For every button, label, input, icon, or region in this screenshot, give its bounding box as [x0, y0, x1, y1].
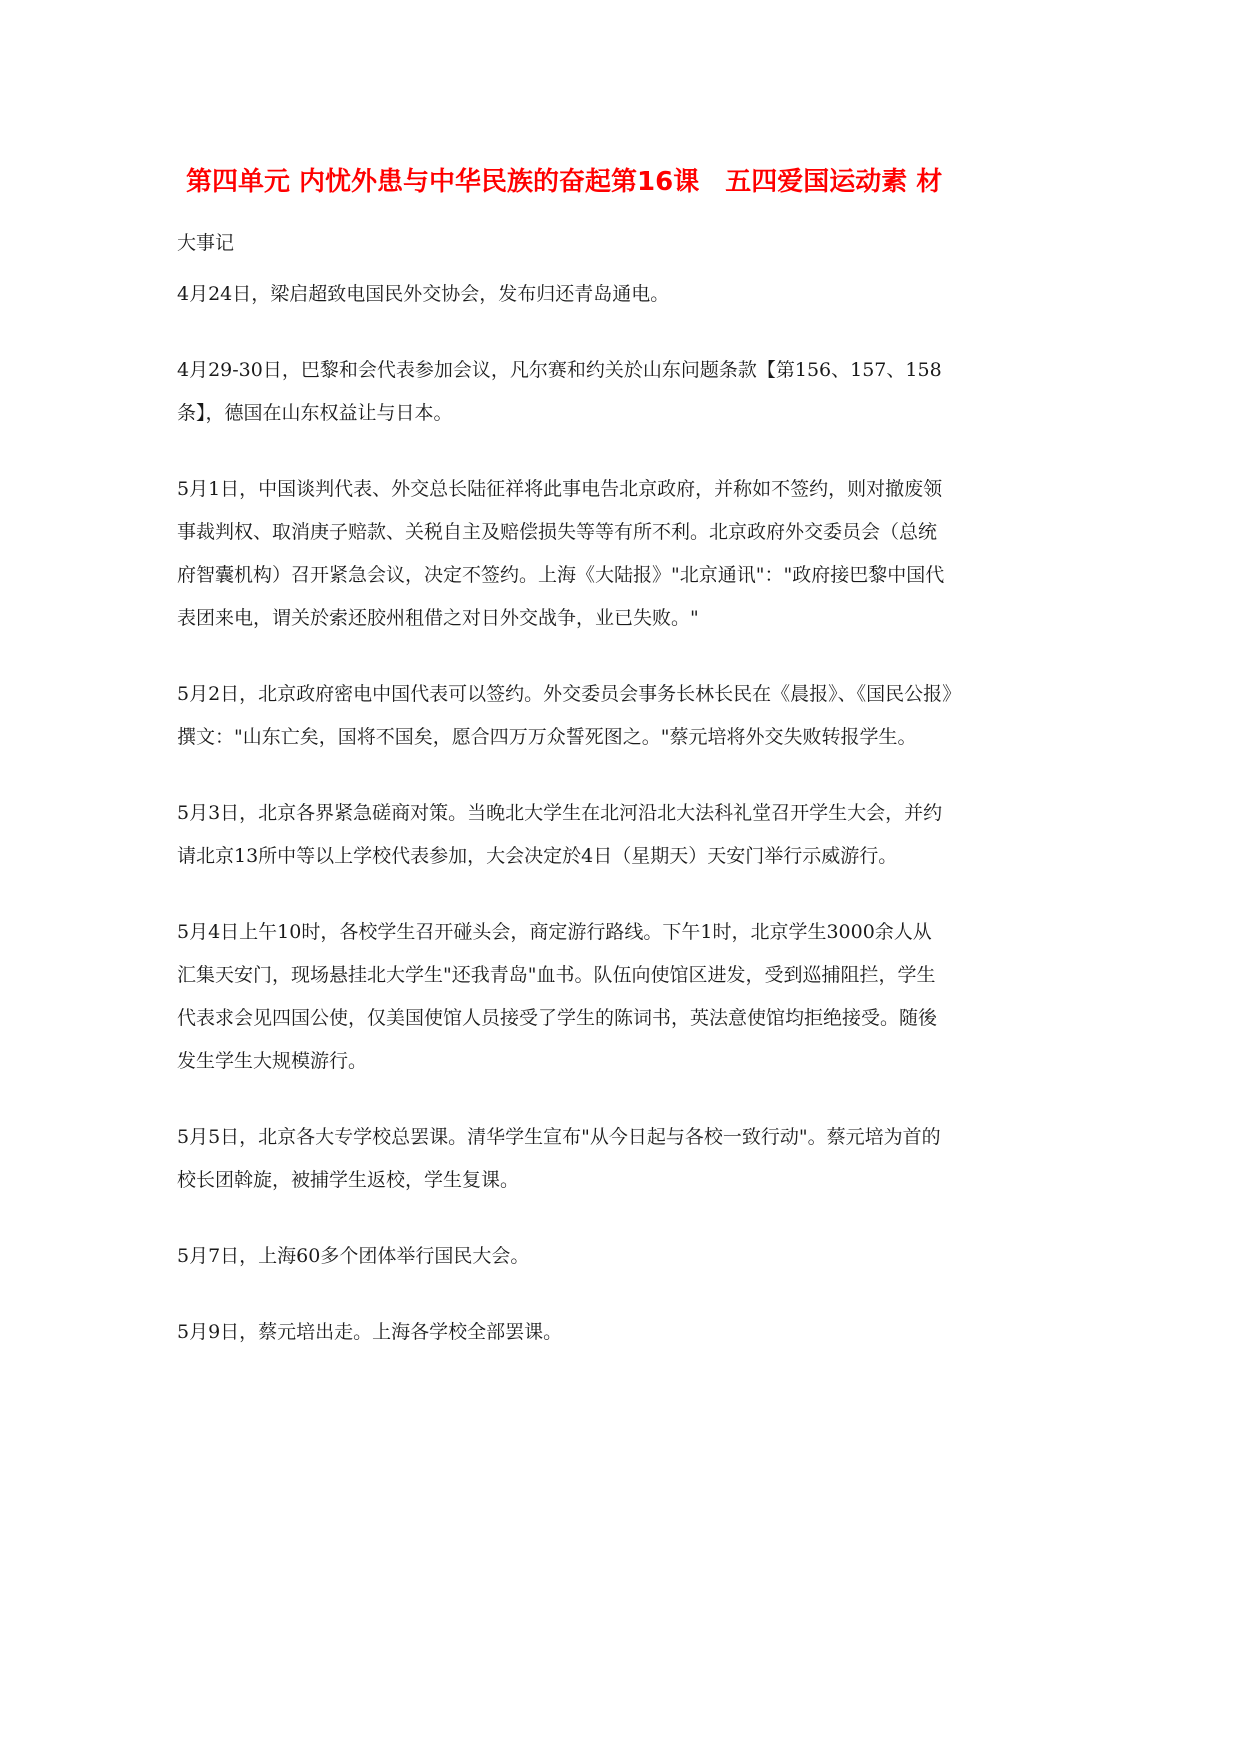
- event-paragraph: [177, 349, 1073, 435]
- event-paragraph: [177, 1311, 1073, 1354]
- paragraph-line: 撰文："山东亡矣，国将不国矣，愿合四万万众誓死图之。"蔡元培将外交失败转报学生。: [177, 726, 917, 748]
- event-paragraph: [177, 1235, 1073, 1278]
- event-paragraph: [177, 273, 1073, 316]
- paragraph-line: 发生学生大规模游行。: [177, 1050, 368, 1072]
- paragraph-line: 条】，德国在山东权益让与日本。: [177, 402, 453, 424]
- event-list: [177, 273, 1073, 1354]
- document-body: [177, 222, 1073, 1387]
- paragraph-line: 4月24日，梁启超致电国民外交协会，发布归还青岛通电。: [177, 283, 670, 305]
- paragraph-line: 5月1日，中国谈判代表、外交总长陆征祥将此事电告北京政府，并称如不签约，则对撤废领: [177, 478, 943, 500]
- paragraph-line: 5月9日，蔡元培出走。上海各学校全部罢课。: [177, 1321, 563, 1343]
- paragraph-line: 4月29-30日，巴黎和会代表参加会议，凡尔赛和约关於山东问题条款【第156、157、158: [177, 359, 942, 381]
- event-paragraph: [177, 673, 1073, 759]
- event-paragraph: [177, 1116, 1073, 1202]
- paragraph-line: 府智囊机构）召开紧急会议，决定不签约。上海《大陆报》"北京通讯"："政府接巴黎中国代: [177, 564, 945, 586]
- event-paragraph: [177, 792, 1073, 878]
- paragraph-line: 事裁判权、取消庚子赔款、关税自主及赔偿损失等等有所不利。北京政府外交委员会（总统: [177, 521, 938, 543]
- paragraph-line: 汇集天安门，现场悬挂北大学生"还我青岛"血书。队伍向使馆区进发，受到巡捕阻拦，学生: [177, 964, 936, 986]
- paragraph-line: 表团来电，谓关於索还胶州租借之对日外交战争，业已失败。": [177, 607, 699, 629]
- paragraph-line: 请北京13所中等以上学校代表参加，大会决定於4日（星期天）天安门举行示威游行。: [177, 845, 898, 867]
- paragraph-line: 5月3日，北京各界紧急磋商对策。当晚北大学生在北河沿北大法科礼堂召开学生大会，并约: [177, 802, 943, 824]
- event-paragraph: [177, 468, 1073, 640]
- paragraph-line: 5月5日，北京各大专学校总罢课。清华学生宣布"从今日起与各校一致行动"。蔡元培为首的: [177, 1126, 941, 1148]
- event-paragraph: [177, 911, 1073, 1083]
- paragraph-line: 5月7日，上海60多个团体举行国民大会。: [177, 1245, 530, 1267]
- paragraph-line: 校长团斡旋，被捕学生返校，学生复课。: [177, 1169, 520, 1191]
- paragraph-line: 5月2日，北京政府密电中国代表可以签约。外交委员会事务长林长民在《晨报》、《国民公报》: [177, 683, 962, 705]
- section-heading: 大事记: [177, 232, 235, 254]
- document-title: 第四单元 内忧外患与中华民族的奋起第16课 五四爱国运动素 材: [186, 167, 943, 197]
- paragraph-line: 代表求会见四国公使，仅美国使馆人员接受了学生的陈词书，英法意使馆均拒绝接受。随後: [177, 1007, 938, 1029]
- paragraph-line: 5月4日上午10时，各校学生召开碰头会，商定游行路线。下午1时，北京学生3000余人从: [177, 921, 932, 943]
